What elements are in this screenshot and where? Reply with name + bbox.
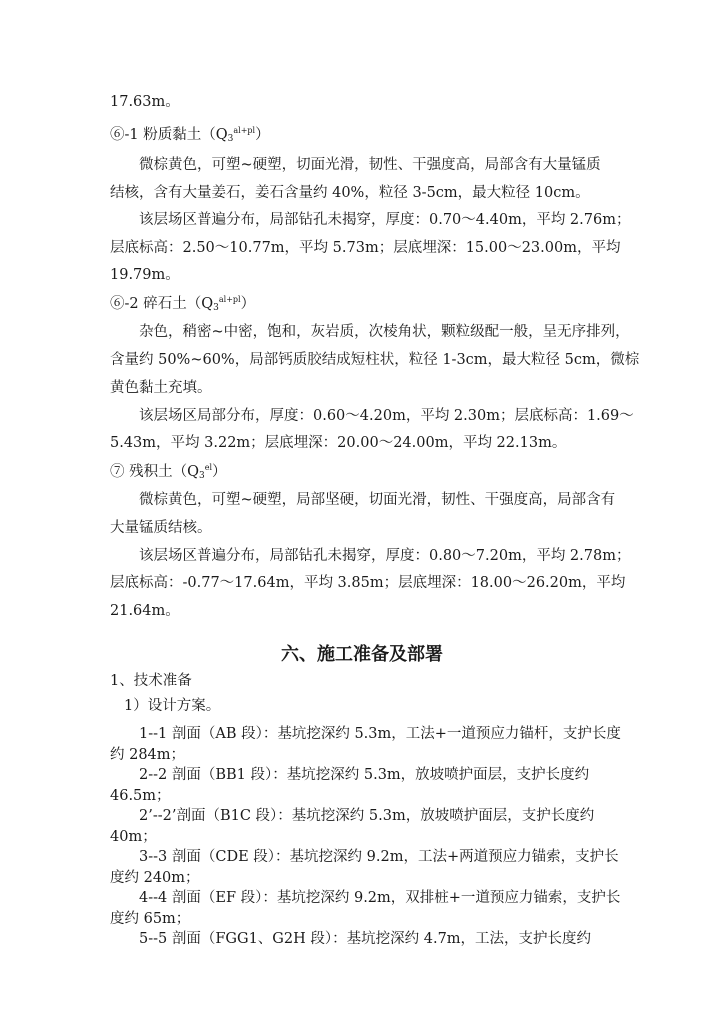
text-line: 该层场区普遍分布，局部钻孔未揭穿，厚度：0.70～4.40m，平均 2.76m；	[139, 212, 631, 228]
text-line: 5--5 剖面（FGG1、G2H 段）：基坑挖深约 4.7m，工法，支护长度约	[139, 931, 592, 947]
text-line: 微棕黄色，可塑~硬塑，局部坚硬，切面光滑，韧性、干强度高，局部含有	[139, 492, 616, 508]
text-line: 层底标高：2.50～10.77m，平均 5.73m；层底埋深：15.00～23.00m，平均	[110, 240, 621, 256]
text-line: 2--2 剖面（BB1 段）：基坑挖深约 5.3m，放坡喷护面层，支护长度约	[139, 767, 590, 783]
text-line: 该层场区局部分布，厚度：0.60～4.20m，平均 2.30m；层底标高：1.69～	[139, 408, 634, 424]
text-line: 约 284m；	[110, 747, 186, 763]
section-heading: 六、施工准备及部署	[281, 644, 443, 665]
subsection-heading: 1、技术准备	[110, 673, 192, 689]
text-line: 层底标高：-0.77～17.64m，平均 3.85m；层底埋深：18.00～26.20m，平均	[110, 575, 626, 591]
text-line: 3--3 剖面（CDE 段）：基坑挖深约 9.2m，工法+两道预应力锚索，支护长	[139, 849, 619, 865]
text-line: 17.63m。	[110, 94, 180, 110]
text-line: 结核，含有大量姜石，姜石含量约 40%，粒径 3-5cm，最大粒径 10cm。	[110, 185, 590, 201]
layer-heading-6-1: ⑥-1 粉质黏土$(Q_3^{al+pl})$	[110, 126, 270, 144]
text-line: 19.79m。	[110, 267, 180, 283]
text-line: 40m；	[110, 829, 157, 845]
layer-heading-7: ⑦ 残积土$(Q_3^{el})$	[110, 463, 227, 481]
text-line: 大量锰质结核。	[110, 520, 212, 536]
text-line: 度约 65m；	[110, 911, 191, 927]
text-line: 微棕黄色，可塑~硬塑，切面光滑，韧性、干强度高，局部含有大量锰质	[139, 157, 601, 173]
text-line: 5.43m，平均 3.22m；层底埋深：20.00～24.00m，平均 22.13m。	[110, 435, 567, 451]
text-line: 2’--2’剖面（B1C 段）：基坑挖深约 5.3m，放坡喷护面层，支护长度约	[139, 808, 595, 824]
text-line: 杂色，稍密~中密，饱和，灰岩质，次棱角状，颗粒级配一般，呈无序排列，	[139, 324, 630, 340]
layer-heading-6-2: ⑥-2 碎石土$(Q_3^{al+pl})$	[110, 295, 256, 313]
text-line: 黄色黏土充填。	[110, 380, 212, 396]
text-line: 含量约 50%~60%，局部钙质胶结成短柱状，粒径 1-3cm，最大粒径 5cm，微棕	[110, 352, 640, 368]
text-line: 46.5m；	[110, 788, 171, 804]
text-line: 度约 240m；	[110, 870, 200, 886]
text-line: 1--1 剖面（AB 段）：基坑挖深约 5.3m，工法+一道预应力锚杆，支护长度	[139, 726, 621, 742]
text-line: 4--4 剖面（EF 段）：基坑挖深约 9.2m，双排桩+一道预应力锚索，支护长	[139, 890, 621, 906]
item-heading: 1）设计方案。	[124, 698, 221, 714]
text-line: 该层场区普遍分布，局部钻孔未揭穿，厚度：0.80～7.20m，平均 2.78m；	[139, 548, 631, 564]
text-line: 21.64m。	[110, 603, 180, 619]
